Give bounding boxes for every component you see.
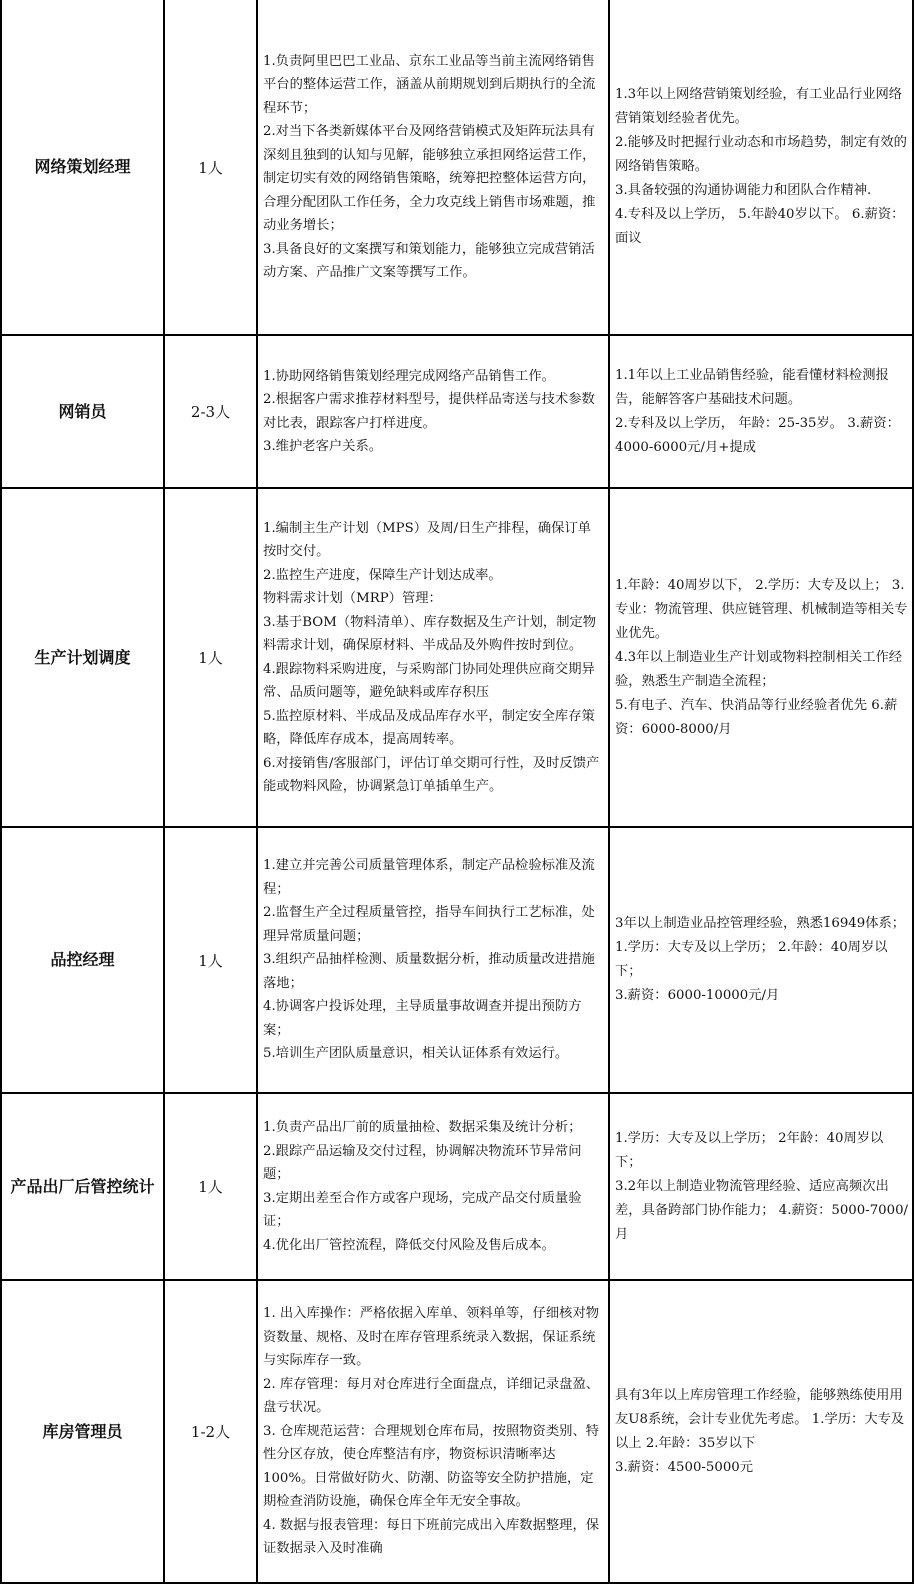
headcount: 1人 — [164, 827, 257, 1093]
duty-item: 3.定期出差至合作方或客户现场，完成产品交付质量验证； — [263, 1190, 582, 1229]
requirement-item: 1.3年以上网络营销策划经验，有工业品行业网络营销策划经验者优先。 — [615, 87, 903, 126]
job-duties — [257, 1280, 609, 1583]
requirement-item: 具有3年以上库房管理工作经验，能够熟练使用用友U8系统，会计专业优先考虑。 1.学历：大专及以上 2.年龄：35岁以下 — [615, 1387, 905, 1451]
requirement-item: 3.薪资：4500-5000元 — [615, 1459, 754, 1475]
job-duties — [257, 1093, 609, 1280]
job-title: 生产计划调度 — [1, 488, 164, 827]
duty-item: 1.协助网络销售策划经理完成网络产品销售工作。 — [263, 368, 555, 384]
requirement-item: 2.能够及时把握行业动态和市场趋势，制定有效的网络销售策略。 — [615, 135, 907, 174]
job-row — [1, 0, 913, 335]
requirement-item: 1.学历：大专及以上学历； 2年龄：40周岁以下； — [615, 1130, 884, 1170]
duty-item: 3. 仓库规范运营：合理规划仓库布局，按照物资类别、特性分区存放，使仓库整洁有序，物资标识清晰率达100%。日常做好防火、防潮、防盗等安全防护措施，定期检查消防设施，确保仓库全年无安全事故。 — [263, 1423, 600, 1510]
duty-item: 4.优化出厂管控流程，降低交付风险及售后成本。 — [263, 1237, 555, 1253]
duty-item: 3.维护老客户关系。 — [263, 439, 383, 454]
headcount: 1人 — [164, 0, 257, 335]
duty-item: 5.培训生产团队质量意识，相关认证体系有效运行。 — [263, 1046, 569, 1062]
requirement-item: 3.薪资：6000-10000元/月 — [615, 988, 780, 1003]
job-row — [1, 488, 913, 827]
job-title: 品控经理 — [1, 827, 164, 1093]
duty-item: 2.监督生产全过程质量管控，指导车间执行工艺标准，处理异常质量问题； — [263, 905, 595, 944]
job-row — [1, 1093, 913, 1280]
job-requirements — [609, 1093, 913, 1280]
duty-item: 2.跟踪产品运输及交付过程，协调解决物流环节异常问题； — [263, 1143, 582, 1182]
duty-item: 4.跟踪物料采购进度，与采购部门协同处理供应商交期异常、品质问题等，避免缺料或库存积压 — [263, 661, 595, 700]
job-duties — [257, 827, 609, 1093]
duty-item: 4.协调客户投诉处理，主导质量事故调查并提出预防方案； — [263, 999, 582, 1038]
job-requirements — [609, 0, 913, 335]
job-requirements — [609, 1280, 913, 1583]
job-table-body — [1, 0, 913, 1583]
job-duties — [257, 488, 609, 827]
duty-item: 3.组织产品抽样检测、质量数据分析，推动质量改进措施落地； — [263, 952, 595, 991]
requirement-item: 4.专科及以上学历， 5.年龄40岁以下。 6.薪资：面议 — [615, 207, 905, 246]
duty-item: 3.基于BOM（物料清单）、库存数据及生产计划，制定物料需求计划，确保原材料、半成品及外购件按时到位。 — [263, 614, 597, 653]
requirement-item: 1.1年以上工业品销售经验，能看懂材料检测报告，能解答客户基础技术问题。 — [615, 367, 889, 407]
requirement-item: 5.有电子、汽车、快消品等行业经验者优先 6.薪资：6000-8000/月 — [615, 697, 898, 737]
duty-item: 1.负责产品出厂前的质量抽检、数据采集及统计分析； — [263, 1120, 582, 1135]
job-title: 产品出厂后管控统计 — [1, 1093, 164, 1280]
duty-item: 1.负责阿里巴巴工业品、京东工业品等当前主流网络销售平台的整体运营工作，涵盖从前期规划到后期执行的全流程环节； — [263, 53, 596, 116]
headcount: 1人 — [164, 488, 257, 827]
job-title: 网络策划经理 — [1, 0, 164, 335]
job-duties — [257, 0, 609, 335]
job-requirements — [609, 488, 913, 827]
requirement-item: 3年以上制造业品控管理经验，熟悉16949体系； 1.学历：大专及以上学历； 2.年龄：40周岁以下； — [615, 916, 906, 979]
requirement-item: 2.专科及以上学历， 年龄：25-35岁。 3.薪资：4000-6000元/月+提成 — [615, 415, 900, 455]
duty-item: 2.根据客户需求推荐材料型号，提供样品寄送与技术参数对比表，跟踪客户打样进度。 — [263, 392, 595, 431]
headcount: 2-3人 — [164, 335, 257, 488]
headcount: 1人 — [164, 1093, 257, 1280]
duty-item: 2.对当下各类新媒体平台及网络营销模式及矩阵玩法具有深刻且独到的认知与见解，能够独立承担网络运营工作，制定切实有效的网络销售策略，统筹把控整体运营方向，合理分配团队工作任务，全力攻克线上销售市场难题，推动业务增长； — [263, 124, 596, 233]
headcount: 1-2人 — [164, 1280, 257, 1583]
job-title: 库房管理员 — [1, 1280, 164, 1583]
job-requirements — [609, 335, 913, 488]
duty-item: 2.监控生产进度，保障生产计划达成率。 — [263, 567, 502, 583]
duty-item: 1. 出入库操作：严格依据入库单、领料单等，仔细核对物资数量、规格、及时在库存管理系统录入数据，保证系统与实际库存一致。 — [263, 1306, 600, 1369]
requirement-item: 1.年龄：40周岁以下， 2.学历：大专及以上； 3.专业：物流管理、供应链管理、机械制造等相关专业优先。 — [615, 577, 908, 641]
job-row — [1, 827, 913, 1093]
duty-item: 5.监控原材料、半成品及成品库存水平，制定安全库存策略，降低库存成本，提高周转率。 — [263, 708, 595, 747]
duty-item: 6.对接销售/客服部门，评估订单交期可行性，及时反馈产能或物料风险，协调紧急订单插单生产。 — [263, 755, 600, 794]
duty-item: 3.具备良好的文案撰写和策划能力，能够独立完成营销活动方案、产品推广文案等撰写工作。 — [263, 241, 595, 280]
duty-item: 2. 库存管理：每月对仓库进行全面盘点，详细记录盘盈、盘亏状况。 — [263, 1376, 600, 1416]
requirement-item: 4.3年以上制造业生产计划或物料控制相关工作经验，熟悉生产制造全流程； — [615, 649, 903, 689]
job-row — [1, 335, 913, 488]
duty-item: 物料需求计划（MRP）管理： — [263, 591, 442, 606]
job-title: 网销员 — [1, 335, 164, 488]
duty-item: 4. 数据与报表管理：每日下班前完成出入库数据整理，保证数据录入及时准确 — [263, 1517, 600, 1557]
requirement-item: 3.2年以上制造业物流管理经验、适应高频次出差，具备跨部门协作能力； 4.薪资：5000-7000/月 — [615, 1178, 909, 1242]
requirement-item: 3.具备较强的沟通协调能力和团队合作精神. — [615, 183, 872, 198]
duty-item: 1.建立并完善公司质量管理体系，制定产品检验标准及流程； — [263, 858, 595, 897]
job-duties — [257, 335, 609, 488]
duty-item: 1.编制主生产计划（MPS）及周/日生产排程，确保订单按时交付。 — [263, 520, 592, 559]
job-requirements — [609, 827, 913, 1093]
job-row — [1, 1280, 913, 1583]
